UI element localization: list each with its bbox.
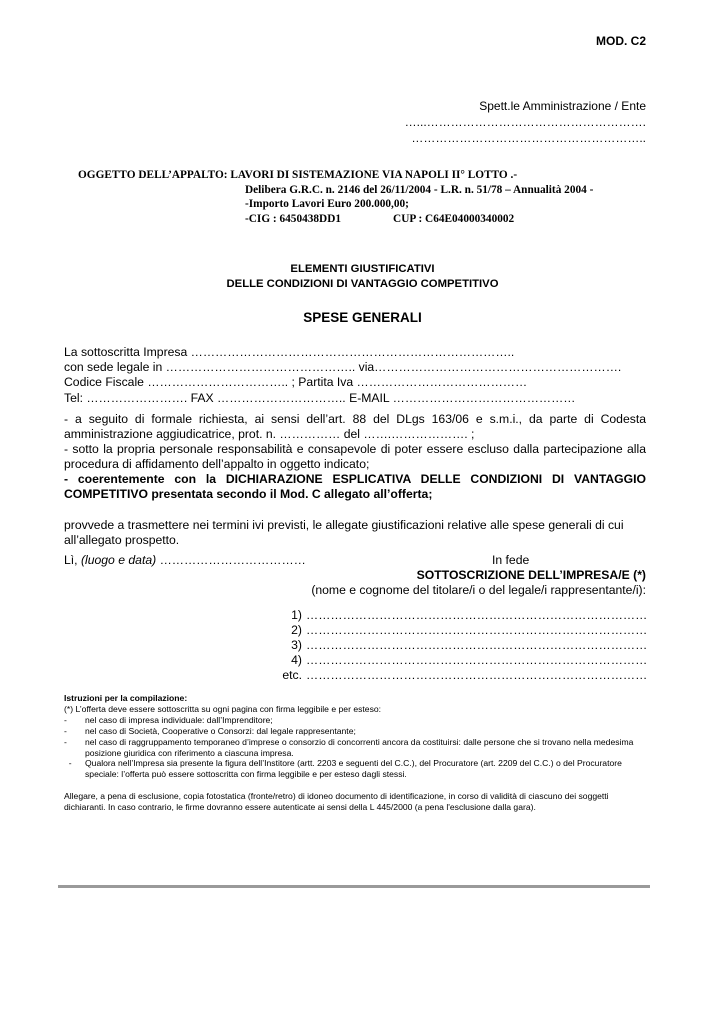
cup-code: CUP : C64E04000340002 — [393, 212, 515, 225]
company-contact-line: Tel: ……………………. FAX ………………………….. E-MAIL ……………………………………… — [64, 390, 576, 405]
section-title-line-1: ELEMENTI GIUSTIFICATIVI — [290, 263, 435, 275]
section-title — [0, 262, 725, 291]
instructions-item: - nel caso di Società, Cooperative o Consorzi: dal legale rappresentante; — [64, 725, 356, 736]
signature-line-dots: ………………………………………………………………………… — [306, 608, 648, 622]
instructions — [64, 693, 650, 813]
recipient-dots-1: …...………………………………………………. — [404, 115, 646, 129]
instructions-item-text: Qualora nell’Impresa sia presente la figura dell’Institore (artt. 2203 e seguenti del C.C.), del Procuratore (art. 2209 del C.C.) o del Procuratore speciale: l’offerta può essere sottoscritta con firma leggibile e per esteso dagli stessi. — [85, 758, 622, 780]
signature-line-number: 2) — [291, 623, 302, 637]
recipient-dots-2: ………………………………………………….. — [411, 131, 646, 145]
signature-line-dots: ………………………………………………………………………… — [306, 653, 648, 667]
signature-line-number: 1) — [291, 608, 302, 622]
paragraph-coherence: - coerentemente con la DICHIARAZIONE ESPLICATIVA DELLE CONDIZIONI DI VANTAGGIO COMPETITIVO presentata secondo il Mod. C allegato all’offerta; — [64, 472, 646, 502]
signature-line-number: etc. — [282, 668, 302, 682]
company-tax-line: Codice Fiscale …………………………….. ; Partita Iva …………………………………… — [64, 375, 528, 390]
instructions-item: - nel caso di impresa individuale: dall’Imprenditore; — [64, 714, 273, 725]
subject-block — [78, 168, 593, 226]
instructions-title: Istruzioni per la compilazione: — [64, 693, 188, 703]
instructions-item-text: nel caso di raggruppamento temporaneo d’imprese o consorzio di concorrenti ancora da costituirsi: dalle persone che si trovano nella medesima posizione giuridica con riferimento a ciascuna impresa. — [85, 736, 634, 758]
subject-line-4 — [78, 212, 593, 227]
form-code: MOD. C2 — [595, 34, 646, 48]
declaration-body — [64, 412, 646, 548]
company-fields — [64, 345, 621, 406]
subject-line-1: OGGETTO DELL’APPALTO: LAVORI DI SISTEMAZIONE VIA NAPOLI II° LOTTO .- — [78, 169, 518, 181]
subject-line-3: -Importo Lavori Euro 200.000,00; — [245, 198, 409, 210]
signature-line-number: 3) — [291, 638, 302, 652]
paragraph-responsibility: - sotto la propria personale responsabilità e consapevole di poter essere escluso dalla partecipazione alla procedura di affidamento dell’appalto in oggetto indicato; — [64, 442, 646, 472]
recipient-line: Spett.le Amministrazione / Ente — [479, 99, 646, 113]
in-fede-label: In fede — [492, 553, 530, 567]
signature-line-dots: ………………………………………………………………………… — [306, 668, 648, 682]
paragraph-request: - a seguito di formale richiesta, ai sensi dell’art. 88 del DLgs 163/06 e s.m.i., da parte di Codesta amministrazione aggiudicatrice, prot. n. …………… del …….………………. ; — [64, 412, 646, 442]
instructions-item-text: nel caso di impresa individuale: dall’Imprenditore; — [85, 714, 273, 725]
footer-divider — [58, 885, 650, 888]
signature-subtitle: (nome e cognome del titolare/i o del legale/i rappresentante/i): — [311, 583, 646, 597]
recipient-block — [405, 98, 646, 146]
instructions-item: - nel caso di raggruppamento temporaneo d’imprese o consorzio di concorrenti ancora da costituirsi: dalle persone che si trovano nella medesima posizione giuridica con riferimento a ciascuna impresa. — [64, 736, 634, 758]
signature-title: SOTTOSCRIZIONE DELL’IMPRESA/E (*) — [416, 568, 646, 582]
signature-line-dots: ………………………………………………………………………… — [306, 638, 648, 652]
place-date-line — [64, 553, 306, 567]
attachment-note: Allegare, a pena di esclusione, copia fotostatica (fronte/retro) di idoneo documento di identificazione, in corso di validità di ciascuno dei soggetti dichiaranti. In caso contrario, le firme dovranno essere autenticate ai sensi della L 445/2000 (a pena l'esclusione dalla gara). — [64, 791, 609, 813]
company-name-line: La sottoscritta Impresa …………………………………………………………………….. — [64, 345, 515, 359]
signature-line-dots: ………………………………………………………………………… — [306, 623, 648, 637]
signature-line-number: 4) — [291, 653, 302, 667]
page-title: SPESE GENERALI — [303, 310, 422, 325]
instructions-intro: (*) L’offerta deve essere sottoscritta su ogni pagina con firma leggibile e per esteso: — [64, 703, 382, 714]
place-date-dots: ……………………………… — [159, 553, 306, 567]
instructions-item: - Qualora nell’Impresa sia presente la figura dell’Institore (artt. 2203 e seguenti del C.C.), del Procuratore (art. 2209 del C.C.) o del Procuratore speciale: l’offerta può essere sottoscritta con firma leggibile e per esteso dagli stessi. — [64, 758, 622, 780]
instructions-item-text: nel caso di Società, Cooperative o Consorzi: dal legale rappresentante; — [85, 725, 356, 736]
place-date-hint: (luogo e data) — [80, 553, 157, 567]
section-title-line-2: DELLE CONDIZIONI DI VANTAGGIO COMPETITIVO — [226, 277, 499, 290]
place-label: Lì, — [64, 553, 78, 567]
cig-code: -CIG : 6450438DD1 — [245, 212, 342, 225]
subject-line-2: Delibera G.R.C. n. 2146 del 26/11/2004 - L.R. n. 51/78 – Annualità 2004 - — [245, 183, 594, 196]
paragraph-provides: provvede a trasmettere nei termini ivi previsti, le allegate giustificazioni relative alle spese generali di cui all’allegato prospetto. — [64, 517, 624, 547]
company-address-line: con sede legale in ……………………………………….. via……………………………………………………. — [64, 360, 622, 375]
